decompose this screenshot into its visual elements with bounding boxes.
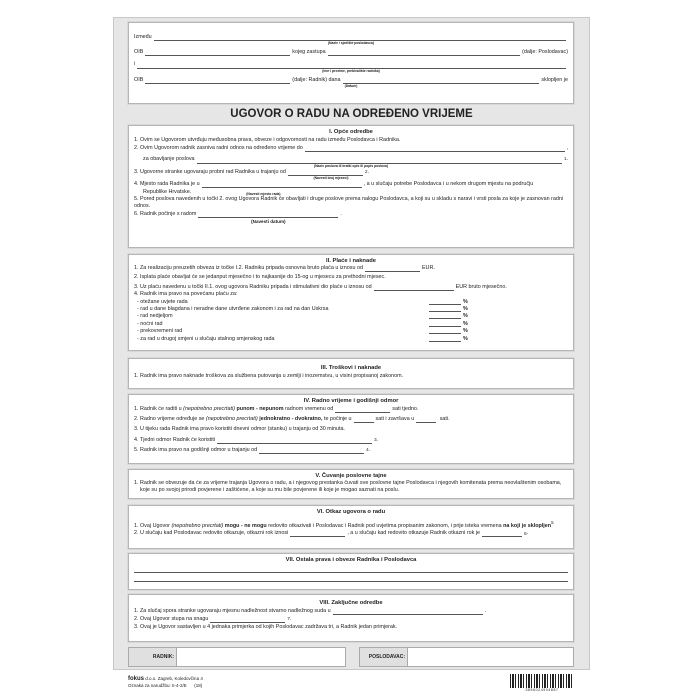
label: EUR. [421,265,435,271]
clause: 3. Ugovorne stranke ugovaraju probni rad Radnika u trajanju od [134,168,286,175]
barcode-number: 3856024904887 [525,688,559,692]
start-time-field[interactable] [354,417,374,423]
clause: 5. Pored poslova navedenih u točki 2. ovog Ugovora Radnik će obavljati i druge poslove prema nalogu Poslodavca, a koji su u skladu s naravi i vrsti posla za koje je zasnovan radni odnos. [134,196,564,210]
document-title: UGOVOR O RADU NA ODREĐENO VRIJEME [230,108,473,120]
label: (dalje: Radnik) dana [292,76,341,83]
percent-field[interactable] [429,336,461,342]
representative-field[interactable] [328,50,521,56]
employer-signature [359,647,574,667]
publisher-logo: fokus [128,676,145,682]
start-date-caption: (Navesti datum) [251,219,286,225]
start-date-field[interactable] [198,212,338,225]
clause: 1. Radnik ima pravo naknade troškova za službena putovanja u zemlji i inozemstvu, u visini propisanoj zakonom. [134,373,404,379]
percent-field[interactable] [429,306,461,312]
clause: 1. Ovim se Ugovorom utvrđuju međusobna prava, obveze i odgovornosti na radu između Poslodavca i Radnika. [134,137,401,143]
percent-field[interactable] [429,328,461,334]
caption: (Datum) [344,83,358,88]
section-salary [128,254,574,351]
section-heading: VIII. Zaključne odredbe [319,600,383,606]
other-rights-line[interactable] [134,573,568,582]
base-salary-field[interactable] [365,266,420,272]
percent-field[interactable] [429,313,461,319]
clause: 2. Ovim Ugovorom radnik zasniva radni odnos na određeno vrijeme do [134,145,303,152]
employee-oib-field[interactable] [145,78,290,84]
clause: 4. Mjesto rada Radnika je u [134,180,200,187]
clause: 1. Radnik se obvezuje da će za vrijeme trajanja Ugovora o radu, a i njegovog prestanka čuvati sve poslovne tajne Poslodavca i njegovih komitenata prema neovlaštenim osobama, koje su po svojoj prirodi povjerene i zaštićene, a koje su mu bile povjerene ili koje je mogao saznati na poslu. [134,480,562,493]
job-field[interactable] [197,158,562,164]
employer-notice-field[interactable] [290,531,345,537]
label: kojeg zastupa [292,49,326,56]
section-confidentiality [128,469,574,499]
section-heading: II. Plaće i naknade [326,258,376,264]
hours-field[interactable] [335,407,390,413]
section-final: VIII. Zaključne odredbe 1. Za slučaj spora stranke ugovaraju mjesnu nadležnost stvarno nadležnog suda u . 2. Ovaj Ugovor stupa na snagu $^7$ . 3. Ovaj je Ugovor sastavljen u 4 jednaka primjerka od kojih Poslodavac zadržava tri, a Radnik jedan primjerak. [128,594,574,642]
clause: 1. Za realizaciju preuzetih obveza iz točke I.2. Radniku pripada osnovna bruto plaća u iznosu od [134,265,363,271]
workplace-field[interactable] [202,182,362,188]
clause: Republike Hrvatske. [143,189,192,196]
clause: 3. Uz plaću navedenu u točki II.1. ovog ugovora Radniku pripada i stimulativni dio plaće u iznosu od [134,283,372,290]
caption: (Naziv poslova ili kratki opis ili popis poslova) [313,163,389,168]
section-heading: VI. Otkaz ugovora o radu [316,509,386,515]
label: (dalje: Poslodavac) [522,49,568,56]
label: OIB [134,76,144,83]
date-field[interactable] [343,78,540,84]
section-expenses [128,358,574,389]
clause: 3. U tijeku rada Radnik ima pravo koristiti dnevni odmor (stanku) u trajanju od 30 minuta. [134,426,345,433]
caption: (Navesti mjesto rada) [246,192,281,197]
clause: 2. Isplata plaće obavljat će se jedanput mjesečno i to najkasnije do 15-og u mjesecu za prethodni mjesec. [134,274,386,281]
clause: 3. Ovaj je Ugovor sastavljen u 4 jednaka primjerka od kojih Poslodavac zadržava tri, a Radnik jedan primjerak. [134,624,398,631]
section-heading: III. Troškovi i naknade [320,365,382,371]
list-item: - otežane uvjete rada % [137,298,468,305]
other-rights-line[interactable] [134,564,568,573]
publisher-footer: fokus d.o.o. Zagreb, Koledovčina 4 Oznaka za narudžbu: II-4-2/E (18) [128,676,203,688]
list-item: - noćni rad % [137,320,468,327]
section-other-rights [128,553,574,590]
employee-name-field[interactable] [137,63,566,69]
caption: (Navesti broj mjeseci) [313,175,349,180]
section-heading: VII. Ostala prava i obveze Radnika i Poslodavca [285,557,417,563]
section-heading: V. Čuvanje poslovne tajne [315,473,387,479]
percent-field[interactable] [429,299,461,305]
end-time-field[interactable] [416,417,436,423]
clause: , a u slučaju potrebe Poslodavca i u nekom drugom mjestu na području [363,180,534,187]
section-heading: IV. Radno vrijeme i godišnji odmor [303,398,399,404]
bonus-field[interactable] [374,285,454,291]
employer-signature-field[interactable] [408,648,573,666]
employee-signature [128,647,346,667]
section-general: I. Opće odredbe 1. Ovim se Ugovorom utvrđuju međusobna prava, obveze i odgovornosti na radu između Poslodavca i Radnika. 2. Ovim Ugovorom radnik zasniva radni odnos na određeno vrijeme do , za obavljanje poslova $^1$ . (Naziv poslova ili kratki opis ili popis poslova) 3. Ugovorne stranke ugovaraju probni rad Radnika u trajanju od $^2$ . (Navesti broj mjeseci) 4. Mjesto rada Radnika je u , a u slučaju potrebe Poslodavca i u nekom drugom mjestu na području Republike Hrvatske. (Navesti mjesto rada) 5. Pored poslova navedenih u točki 2. ovog Ugovora Radnik će obavljati i druge poslove prema nalogu Poslodavca, a koji su u skladu s naravi i vrsti posla za koje je zasnovan radni odnos. 6. Radnik počinje s radom (Navesti datum) . [128,125,574,248]
clause: 1. Ovaj Ugovor (nepotrebno precrtati) mogu - ne mogu redovito otkazivati i Poslodavac i Radnik pod uvjetima propisanim zakonom, i prije isteka vremena na koji je sklopljen$^5$ [134,520,554,529]
list-item: - prekovremeni rad % [137,328,468,335]
label: RADNIK: [129,648,177,666]
barcode [510,674,574,688]
section-heading: I. Opće odredbe [329,129,373,135]
clause: za obavljanje poslova [143,156,195,163]
employee-notice-field[interactable] [482,531,522,537]
label: i [134,61,136,68]
label: POSLODAVAC: [360,648,408,666]
end-date-field[interactable] [305,146,565,152]
employee-signature-field[interactable] [177,648,345,666]
parties-section [128,22,574,104]
caption: (Ime i prezime, prebivalište radnika) [322,68,380,73]
probation-field[interactable] [288,170,363,176]
caption: (Naziv i sjedište poslodavca) [327,41,375,46]
label: OIB [134,49,144,56]
clause: 4. Radnik ima pravo na povećanu plaću za: [134,291,238,298]
percent-field[interactable] [429,321,461,327]
list-item: - rad nedjeljom % [137,313,468,320]
court-field[interactable] [333,609,483,615]
section-termination: VI. Otkaz ugovora o radu 1. Ovaj Ugovor (nepotrebno precrtati) mogu - ne mogu redovito otkazivati i Poslodavac i Radnik pod uvjetima propisanim zakonom, i prije isteka vremena na koji je sklopljen$^5$ 2. U slučaju kad Poslodavac redovito otkazuje, otkazni rok iznosi , a u slučaju kad redovito otkazuje Radnik otkazni rok je 6 . [128,505,574,549]
label: sklopljen je [541,76,568,83]
clause: 6. Radnik počinje s radom [134,211,197,218]
list-item: - rad u dane blagdana i neradne dane utvrđene zakonom i za rad na dan Uskrsa % [137,306,468,313]
annual-leave-field[interactable] [259,448,364,454]
list-item: - za rad u drugoj smjeni u slučaju stalnog smjenskog rada % [137,335,468,342]
section-working-time: IV. Radno vrijeme i godišnji odmor 1. Radnik će raditi u (nepotrebno precrtati) punom - nepunom radnom vremenu od sati tjedno. 2. Radno vrijeme određuje se (nepotrebno precrtati) jednokratno - dvokratno, te počinje u sati i završava u sati. 3. U tijeku rada Radnik ima pravo koristiti dnevni odmor (stanku) u trajanju od 30 minuta. 4. Tjedni odmor Radnik će koristiti $^3$ . 5. Radnik ima pravo na godišnji odmor u trajanju od $^4$ . [128,394,574,464]
weekly-rest-field[interactable] [217,438,372,444]
label: Između [134,34,152,40]
label: EUR bruto mjesečno. [455,283,507,290]
employer-oib-field[interactable] [145,50,290,56]
